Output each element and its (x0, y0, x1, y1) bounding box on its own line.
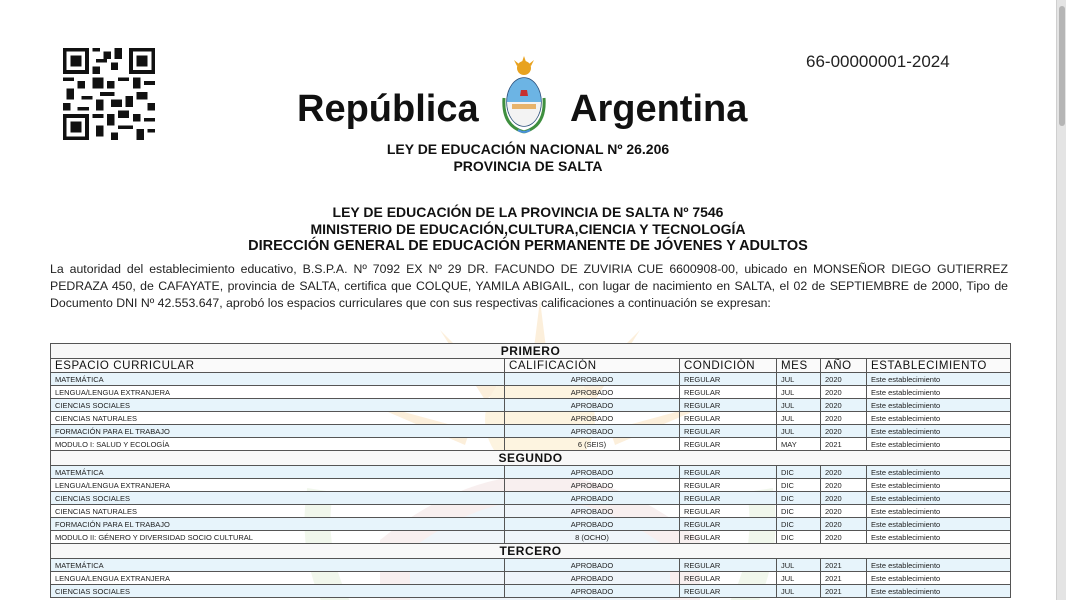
cell-condition: REGULAR (680, 425, 777, 438)
cell-grade: 6 (SEIS) (505, 438, 680, 451)
title-argentina: Argentina (570, 88, 748, 130)
cell-condition: REGULAR (680, 585, 777, 598)
cell-month: JUL (777, 425, 821, 438)
cell-grade: APROBADO (505, 412, 680, 425)
section-row (51, 344, 1011, 359)
cell-grade: APROBADO (505, 386, 680, 399)
section-row (51, 544, 1011, 559)
cell-condition: REGULAR (680, 531, 777, 544)
cell-month: JUL (777, 399, 821, 412)
cell-year: 2020 (821, 518, 867, 531)
cell-subject: CIENCIAS NATURALES (51, 412, 505, 425)
cell-institution: Este establecimiento (867, 386, 1011, 399)
cell-condition: REGULAR (680, 492, 777, 505)
cell-grade: APROBADO (505, 479, 680, 492)
cell-institution: Este establecimiento (867, 373, 1011, 386)
national-coat-of-arms (498, 56, 550, 134)
cell-subject: LENGUA/LENGUA EXTRANJERA (51, 386, 505, 399)
cell-institution: Este establecimiento (867, 572, 1011, 585)
cell-subject: CIENCIAS NATURALES (51, 505, 505, 518)
cell-month: DIC (777, 531, 821, 544)
cell-institution: Este establecimiento (867, 399, 1011, 412)
cell-institution: Este establecimiento (867, 492, 1011, 505)
cell-month: JUL (777, 373, 821, 386)
cell-year: 2020 (821, 492, 867, 505)
cell-month: MAY (777, 438, 821, 451)
header-establecimiento: ESTABLECIMIENTO (867, 359, 1011, 373)
cell-condition: REGULAR (680, 479, 777, 492)
cell-month: DIC (777, 479, 821, 492)
cell-year: 2021 (821, 572, 867, 585)
document-number: 66-00000001-2024 (806, 52, 950, 71)
cell-institution: Este establecimiento (867, 531, 1011, 544)
cell-grade: APROBADO (505, 425, 680, 438)
cell-month: JUL (777, 386, 821, 399)
cell-subject: CIENCIAS SOCIALES (51, 399, 505, 412)
cell-month: DIC (777, 492, 821, 505)
cell-grade: APROBADO (505, 373, 680, 386)
cell-grade: APROBADO (505, 518, 680, 531)
table-row (51, 572, 1011, 585)
directorate-name: DIRECCIÓN GENERAL DE EDUCACIÓN PERMANENTE DE JÓVENES Y ADULTOS (248, 238, 808, 254)
table-row (51, 466, 1011, 479)
cell-institution: Este establecimiento (867, 466, 1011, 479)
table-row (51, 412, 1011, 425)
cell-subject: MATEMÁTICA (51, 373, 505, 386)
cell-subject: LENGUA/LENGUA EXTRANJERA (51, 479, 505, 492)
scrollbar-thumb[interactable] (1059, 6, 1065, 126)
cell-year: 2020 (821, 505, 867, 518)
header-mes: MES (777, 359, 821, 373)
cell-year: 2020 (821, 425, 867, 438)
cell-condition: REGULAR (680, 466, 777, 479)
cell-year: 2020 (821, 399, 867, 412)
cell-condition: REGULAR (680, 438, 777, 451)
table-row (51, 425, 1011, 438)
cell-grade: APROBADO (505, 585, 680, 598)
cell-condition: REGULAR (680, 572, 777, 585)
table-row (51, 559, 1011, 572)
cell-month: DIC (777, 505, 821, 518)
cell-year: 2020 (821, 531, 867, 544)
section-segundo-rows (51, 466, 1011, 544)
cell-condition: REGULAR (680, 518, 777, 531)
title-republica: República (297, 88, 479, 130)
qr-code (56, 48, 162, 140)
cell-institution: Este establecimiento (867, 585, 1011, 598)
province-name: PROVINCIA DE SALTA (453, 158, 603, 174)
header-anio: AÑO (821, 359, 867, 373)
national-law: LEY DE EDUCACIÓN NACIONAL Nº 26.206 (386, 141, 670, 157)
cell-month: JUL (777, 559, 821, 572)
provincial-law-header (0, 204, 1056, 255)
cell-condition: REGULAR (680, 386, 777, 399)
header-calificacion: CALIFICACIÓN (505, 359, 680, 373)
cell-year: 2021 (821, 438, 867, 451)
cell-institution: Este establecimiento (867, 479, 1011, 492)
cell-subject: FORMACIÓN PARA EL TRABAJO (51, 518, 505, 531)
cell-year: 2020 (821, 386, 867, 399)
cell-year: 2020 (821, 479, 867, 492)
cell-institution: Este establecimiento (867, 438, 1011, 451)
cell-year: 2020 (821, 373, 867, 386)
cell-month: JUL (777, 572, 821, 585)
cell-subject: LENGUA/LENGUA EXTRANJERA (51, 572, 505, 585)
cell-institution: Este establecimiento (867, 425, 1011, 438)
cell-grade: APROBADO (505, 559, 680, 572)
cell-subject: FORMACIÓN PARA EL TRABAJO (51, 425, 505, 438)
table-row (51, 373, 1011, 386)
cell-subject: MODULO II: GÉNERO Y DIVERSIDAD SOCIO CULTURAL (51, 531, 505, 544)
table-row (51, 531, 1011, 544)
cell-condition: REGULAR (680, 412, 777, 425)
cell-year: 2020 (821, 466, 867, 479)
section-title: TERCERO (51, 544, 1011, 559)
cell-year: 2021 (821, 559, 867, 572)
cell-month: JUL (777, 412, 821, 425)
section-row (51, 451, 1011, 466)
certification-paragraph: La autoridad del establecimiento educativo, B.S.P.A. Nº 7092 EX Nº 29 DR. FACUNDO DE ZUVIRIA CUE 6600908-00, ubicado en MONSEÑOR DIEGO GUTIERREZ PEDRAZA 450, de CAFAYATE, provincia de SALTA, certifica que COLQUE, YAMILA ABIGAIL, con lugar de nacimiento en SALTA, el 02 de SEPTIEMBRE de 2000, Tipo de Documento DNI Nº 42.553.647, aprobó los espacios curriculares que con sus respectivas calificaciones a continuación se expresan: (50, 262, 1008, 310)
table-row (51, 585, 1011, 598)
cell-subject: MATEMÁTICA (51, 559, 505, 572)
table-row (51, 399, 1011, 412)
table-row (51, 492, 1011, 505)
table-row (51, 505, 1011, 518)
cell-condition: REGULAR (680, 373, 777, 386)
cell-subject: CIENCIAS SOCIALES (51, 585, 505, 598)
grades-table (50, 343, 1011, 598)
section-primero-rows (51, 373, 1011, 451)
header-espacio: ESPACIO CURRICULAR (51, 359, 505, 373)
vertical-scrollbar[interactable] (1056, 0, 1066, 600)
cell-grade: APROBADO (505, 505, 680, 518)
cell-year: 2020 (821, 412, 867, 425)
cell-grade: 8 (OCHO) (505, 531, 680, 544)
table-row (51, 438, 1011, 451)
cell-month: DIC (777, 466, 821, 479)
section-title: SEGUNDO (51, 451, 1011, 466)
ministry-name: MINISTERIO DE EDUCACIÓN,CULTURA,CIENCIA Y TECNOLOGÍA (310, 221, 746, 237)
section-tercero-rows (51, 559, 1011, 598)
cell-month: DIC (777, 518, 821, 531)
cell-grade: APROBADO (505, 572, 680, 585)
national-law-header (0, 141, 1056, 175)
cell-condition: REGULAR (680, 399, 777, 412)
cell-institution: Este establecimiento (867, 518, 1011, 531)
table-row (51, 518, 1011, 531)
cell-subject: CIENCIAS SOCIALES (51, 492, 505, 505)
cell-condition: REGULAR (680, 559, 777, 572)
cell-subject: MATEMÁTICA (51, 466, 505, 479)
header-condicion: CONDICIÓN (680, 359, 777, 373)
section-title: PRIMERO (51, 344, 1011, 359)
cell-institution: Este establecimiento (867, 505, 1011, 518)
cell-institution: Este establecimiento (867, 559, 1011, 572)
table-row (51, 479, 1011, 492)
cell-year: 2021 (821, 585, 867, 598)
table-row (51, 386, 1011, 399)
cell-grade: APROBADO (505, 492, 680, 505)
cell-institution: Este establecimiento (867, 412, 1011, 425)
cell-month: JUL (777, 585, 821, 598)
cell-grade: APROBADO (505, 399, 680, 412)
cell-subject: MODULO I: SALUD Y ECOLOGÍA (51, 438, 505, 451)
table-header-row (51, 359, 1011, 373)
provincial-law: LEY DE EDUCACIÓN DE LA PROVINCIA DE SALTA Nº 7546 (332, 204, 724, 220)
cell-grade: APROBADO (505, 466, 680, 479)
cell-condition: REGULAR (680, 505, 777, 518)
